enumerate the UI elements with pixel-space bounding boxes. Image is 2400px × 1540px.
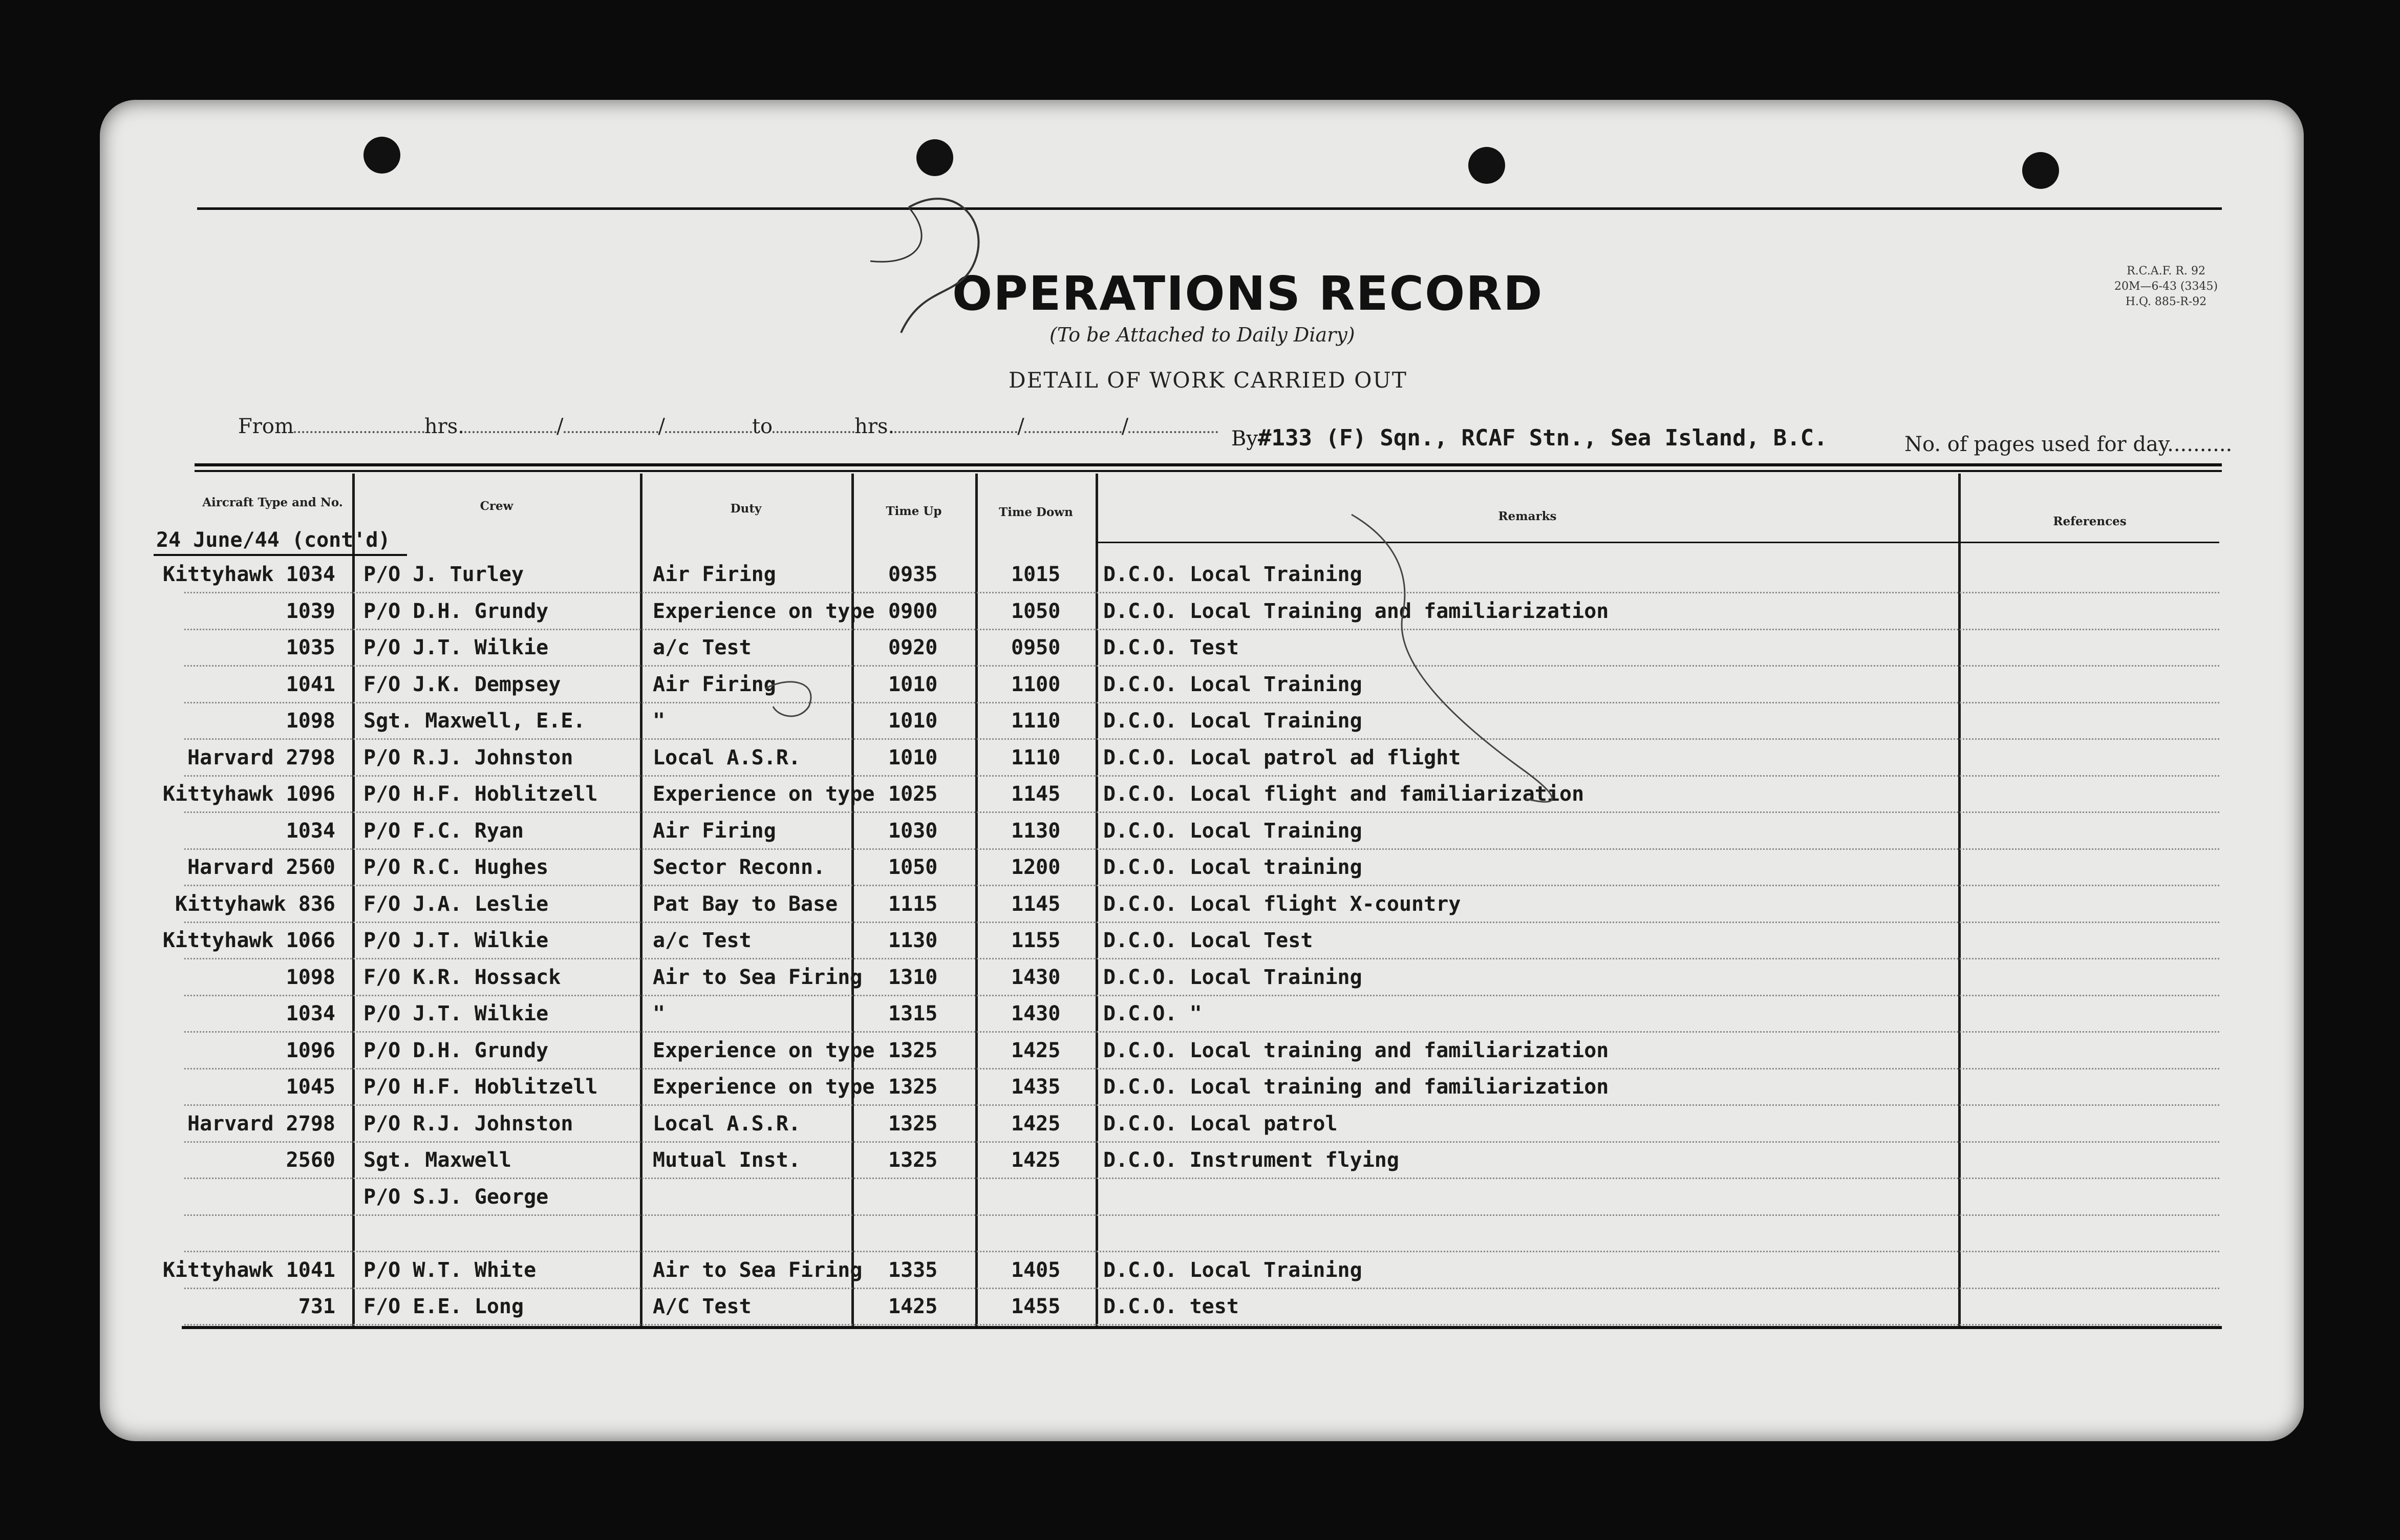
col-header-aircraft: Aircraft Type and No. — [202, 496, 343, 509]
time-down-cell: 1155 — [1011, 929, 1061, 952]
aircraft-cell: Kittyhawk 1041 — [162, 1258, 335, 1282]
aircraft-cell: 1096 — [286, 1039, 335, 1062]
time-up-cell: 1310 — [888, 966, 938, 989]
crew-cell: P/O R.J. Johnston — [363, 746, 573, 769]
by-line: By#133 (F) Sqn., RCAF Stn., Sea Island, B.C. — [1231, 425, 1828, 451]
duty-cell: Air Firing — [653, 563, 776, 586]
time-up-cell: 1010 — [888, 673, 938, 696]
remarks-cell: D.C.O. Local Training — [1103, 673, 1362, 696]
aircraft-cell: Harvard 2798 — [187, 746, 335, 769]
aircraft-cell: 1045 — [286, 1075, 335, 1099]
aircraft-cell: 1034 — [286, 819, 335, 843]
crew-cell: P/O R.C. Hughes — [363, 855, 549, 879]
time-down-cell: 1015 — [1011, 563, 1061, 586]
remarks-cell: D.C.O. Local Training and familiarization — [1103, 600, 1609, 623]
time-down-cell: 1455 — [1011, 1295, 1061, 1318]
duty-cell: Mutual Inst. — [653, 1148, 801, 1172]
crew-cell: P/O H.F. Hoblitzell — [363, 1075, 598, 1099]
duty-cell: Experience on type — [653, 782, 875, 806]
time-up-cell: 0920 — [888, 636, 938, 659]
from-to-line: From hrs. / / to hrs. / / — [238, 415, 1218, 438]
remarks-cell: D.C.O. test — [1103, 1295, 1239, 1318]
crew-cell: P/O R.J. Johnston — [363, 1112, 573, 1136]
time-up-cell: 1315 — [888, 1002, 938, 1025]
time-down-cell: 1430 — [1011, 1002, 1061, 1025]
crew-cell: Sgt. Maxwell, E.E. — [363, 709, 586, 733]
time-down-cell: 1435 — [1011, 1075, 1061, 1099]
time-down-cell: 1430 — [1011, 966, 1061, 989]
remarks-cell: D.C.O. Local Training — [1103, 709, 1362, 733]
col-header-crew: Crew — [480, 499, 513, 513]
remarks-cell: D.C.O. Local Test — [1103, 929, 1313, 952]
time-down-cell: 1100 — [1011, 673, 1061, 696]
duty-cell: " — [653, 1002, 666, 1025]
to-label: to — [752, 415, 773, 438]
aircraft-cell: Harvard 2560 — [187, 855, 335, 879]
time-up-cell: 1325 — [888, 1112, 938, 1136]
time-down-cell: 1110 — [1011, 709, 1061, 733]
aircraft-cell: 1039 — [286, 600, 335, 623]
time-down-cell: 1425 — [1011, 1112, 1061, 1136]
remarks-cell: D.C.O. Local Training — [1103, 819, 1362, 843]
aircraft-cell: Harvard 2798 — [187, 1112, 335, 1136]
duty-cell: Air to Sea Firing — [653, 966, 863, 989]
time-down-cell: 1200 — [1011, 855, 1061, 879]
remarks-cell: D.C.O. Local patrol ad flight — [1103, 746, 1461, 769]
duty-cell: Air Firing — [653, 673, 776, 696]
form-subtitle: (To be Attached to Daily Diary) — [1049, 324, 1355, 346]
pages-used-label: No. of pages used for day.......... — [1904, 433, 2233, 456]
aircraft-cell: 2560 — [286, 1148, 335, 1172]
duty-cell: Experience on type — [653, 1039, 875, 1062]
crew-cell: P/O J. Turley — [363, 563, 524, 586]
form-detail-heading: DETAIL OF WORK CARRIED OUT — [1009, 368, 1407, 393]
crew-cell: P/O W.T. White — [363, 1258, 537, 1282]
remarks-cell: D.C.O. Local patrol — [1103, 1112, 1338, 1136]
crew-cell: Sgt. Maxwell — [363, 1148, 511, 1172]
crew-cell: P/O D.H. Grundy — [363, 1039, 549, 1062]
time-up-cell: 1425 — [888, 1295, 938, 1318]
time-up-cell: 1335 — [888, 1258, 938, 1282]
remarks-cell: D.C.O. " — [1103, 1002, 1202, 1025]
crew-cell: P/O H.F. Hoblitzell — [363, 782, 598, 806]
crew-cell: P/O D.H. Grundy — [363, 600, 549, 623]
aircraft-cell: Kittyhawk 836 — [175, 892, 335, 916]
duty-cell: Sector Reconn. — [653, 855, 826, 879]
time-down-cell: 1425 — [1011, 1039, 1061, 1062]
aircraft-cell: Kittyhawk 1034 — [162, 563, 335, 586]
hrs-label: hrs. — [854, 415, 895, 438]
remarks-cell: D.C.O. Local training and familiarization — [1103, 1039, 1609, 1062]
crew-cell: P/O S.J. George — [363, 1185, 549, 1209]
time-up-cell: 1325 — [888, 1148, 938, 1172]
aircraft-cell: Kittyhawk 1066 — [162, 929, 335, 952]
crew-cell: F/O E.E. Long — [363, 1295, 524, 1318]
remarks-cell: D.C.O. Local flight X-country — [1103, 892, 1461, 916]
aircraft-cell: Kittyhawk 1096 — [162, 782, 335, 806]
aircraft-cell: 1035 — [286, 636, 335, 659]
duty-cell: Local A.S.R. — [653, 746, 801, 769]
col-header-time-up: Time Up — [886, 504, 942, 518]
time-down-cell: 1145 — [1011, 782, 1061, 806]
time-up-cell: 0900 — [888, 600, 938, 623]
aircraft-cell: 1098 — [286, 966, 335, 989]
crew-cell: P/O J.T. Wilkie — [363, 1002, 549, 1025]
remarks-cell: D.C.O. Test — [1103, 636, 1239, 659]
duty-cell: Pat Bay to Base — [653, 892, 838, 916]
duty-cell: a/c Test — [653, 929, 752, 952]
remarks-cell: D.C.O. Local training — [1103, 855, 1362, 879]
remarks-cell: D.C.O. Local Training — [1103, 966, 1362, 989]
duty-cell: Experience on type — [653, 600, 875, 623]
remarks-cell: D.C.O. Local flight and familiarization — [1103, 782, 1584, 806]
col-header-duty: Duty — [730, 502, 762, 516]
time-up-cell: 1325 — [888, 1039, 938, 1062]
remarks-cell: D.C.O. Instrument flying — [1103, 1148, 1399, 1172]
remarks-cell: D.C.O. Local Training — [1103, 563, 1362, 586]
time-down-cell: 1405 — [1011, 1258, 1061, 1282]
col-header-references: References — [2053, 515, 2127, 528]
from-label: From — [238, 415, 294, 438]
duty-cell: Air to Sea Firing — [653, 1258, 863, 1282]
aircraft-cell: 731 — [298, 1295, 335, 1318]
time-down-cell: 1050 — [1011, 600, 1061, 623]
duty-cell: a/c Test — [653, 636, 752, 659]
col-header-time-down: Time Down — [999, 505, 1073, 519]
time-down-cell: 0950 — [1011, 636, 1061, 659]
duty-cell: Air Firing — [653, 819, 776, 843]
hrs-label: hrs. — [424, 415, 465, 438]
time-up-cell: 1025 — [888, 782, 938, 806]
col-header-remarks: Remarks — [1498, 509, 1557, 523]
remarks-cell: D.C.O. Local training and familiarization — [1103, 1075, 1609, 1099]
crew-cell: P/O F.C. Ryan — [363, 819, 524, 843]
crew-cell: P/O J.T. Wilkie — [363, 929, 549, 952]
time-down-cell: 1425 — [1011, 1148, 1061, 1172]
date-heading: 24 June/44 (cont'd) — [156, 528, 391, 552]
form-title: OPERATIONS RECORD — [952, 266, 1544, 321]
time-up-cell: 0935 — [888, 563, 938, 586]
form-code: R.C.A.F. R. 92 20M—6-43 (3345) H.Q. 885-R-92 — [2114, 265, 2218, 308]
time-up-cell: 1325 — [888, 1075, 938, 1099]
aircraft-cell: 1098 — [286, 709, 335, 733]
duty-cell: " — [653, 709, 666, 733]
time-up-cell: 1010 — [888, 746, 938, 769]
remarks-cell: D.C.O. Local Training — [1103, 1258, 1362, 1282]
time-up-cell: 1130 — [888, 929, 938, 952]
crew-cell: P/O J.T. Wilkie — [363, 636, 549, 659]
duty-cell: A/C Test — [653, 1295, 752, 1318]
duty-cell: Experience on type — [653, 1075, 875, 1099]
crew-cell: F/O J.A. Leslie — [363, 892, 549, 916]
time-down-cell: 1110 — [1011, 746, 1061, 769]
time-up-cell: 1010 — [888, 709, 938, 733]
aircraft-cell: 1041 — [286, 673, 335, 696]
duty-cell: Local A.S.R. — [653, 1112, 801, 1136]
time-up-cell: 1050 — [888, 855, 938, 879]
time-up-cell: 1030 — [888, 819, 938, 843]
crew-cell: F/O J.K. Dempsey — [363, 673, 561, 696]
crew-cell: F/O K.R. Hossack — [363, 966, 561, 989]
time-down-cell: 1130 — [1011, 819, 1061, 843]
time-down-cell: 1145 — [1011, 892, 1061, 916]
time-up-cell: 1115 — [888, 892, 938, 916]
aircraft-cell: 1034 — [286, 1002, 335, 1025]
